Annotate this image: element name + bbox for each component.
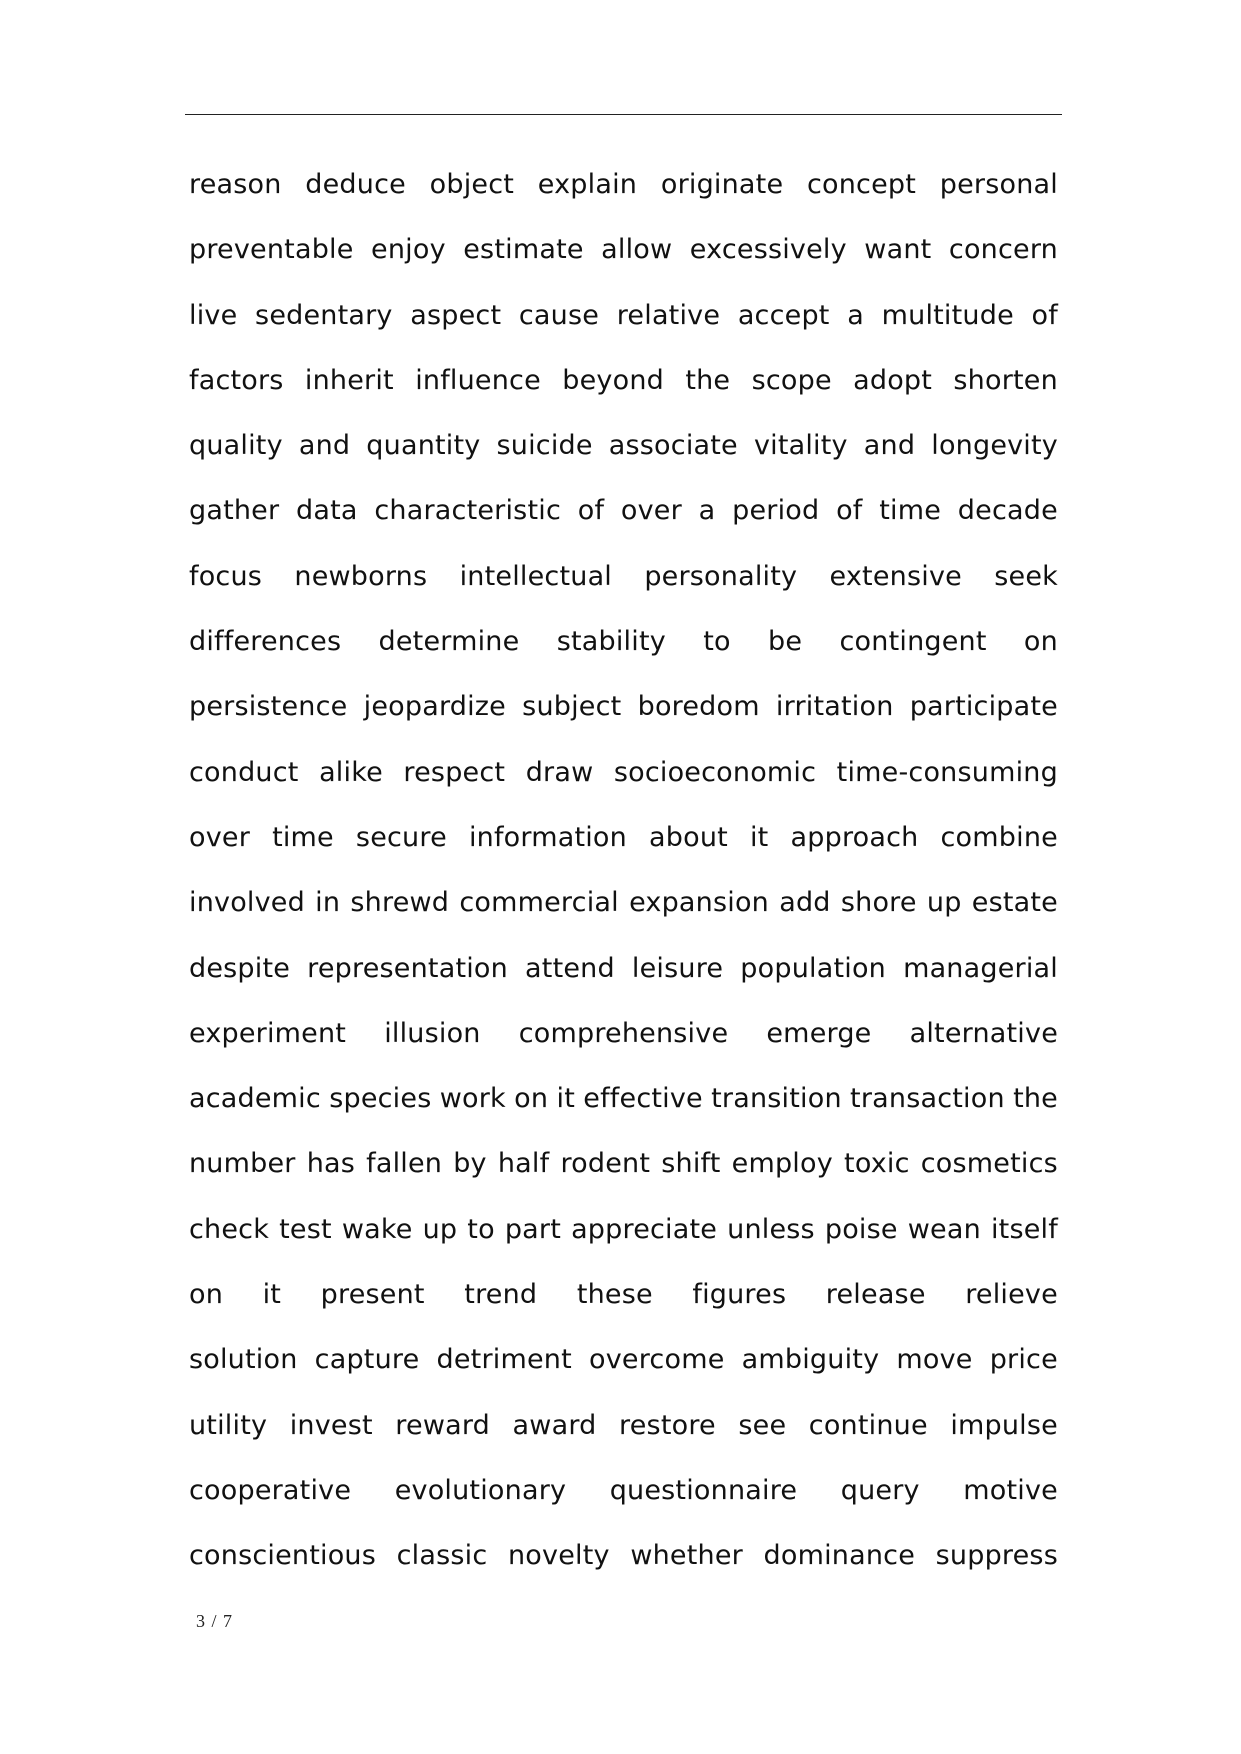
word: price bbox=[989, 1344, 1058, 1376]
word: in bbox=[315, 887, 341, 919]
word: shore bbox=[840, 887, 917, 919]
word: up bbox=[422, 1213, 458, 1245]
word: it bbox=[262, 1279, 282, 1311]
word: over bbox=[189, 821, 251, 853]
word: novelty bbox=[508, 1540, 610, 1572]
word: it bbox=[749, 821, 769, 853]
word: estate bbox=[971, 887, 1058, 919]
word: academic bbox=[189, 1083, 321, 1115]
word: live bbox=[189, 299, 238, 331]
word: figures bbox=[692, 1279, 787, 1311]
word: questionnaire bbox=[609, 1474, 798, 1506]
word: see bbox=[738, 1409, 787, 1441]
word: utility bbox=[189, 1409, 268, 1441]
word: wean bbox=[907, 1213, 981, 1245]
word: of bbox=[836, 495, 863, 527]
word: over bbox=[620, 495, 682, 527]
word: relieve bbox=[965, 1279, 1058, 1311]
word: attend bbox=[525, 952, 615, 984]
word: determine bbox=[378, 626, 520, 658]
word: subject bbox=[522, 691, 622, 723]
word: focus bbox=[189, 560, 263, 592]
word: by bbox=[453, 1148, 487, 1180]
text-line bbox=[189, 674, 1058, 739]
text-line bbox=[189, 152, 1058, 217]
word: move bbox=[896, 1344, 973, 1376]
word: allow bbox=[601, 234, 673, 266]
word: check bbox=[189, 1213, 270, 1245]
word: gather bbox=[189, 495, 280, 527]
word: deduce bbox=[305, 169, 406, 200]
text-line bbox=[189, 348, 1058, 413]
word: time bbox=[272, 821, 334, 853]
word: be bbox=[768, 626, 803, 658]
word: originate bbox=[660, 169, 784, 200]
word: contingent bbox=[839, 626, 987, 658]
word: overcome bbox=[589, 1344, 725, 1376]
text-line bbox=[189, 740, 1058, 805]
word: whether bbox=[630, 1540, 743, 1572]
word: personality bbox=[644, 560, 798, 592]
text-line bbox=[189, 1458, 1058, 1523]
word: persistence bbox=[189, 691, 348, 723]
word: explain bbox=[537, 169, 638, 200]
word: extensive bbox=[829, 560, 962, 592]
text-line bbox=[189, 1066, 1058, 1131]
word: inherit bbox=[304, 364, 394, 396]
word: relative bbox=[616, 299, 721, 331]
word: restore bbox=[619, 1409, 716, 1441]
word: aspect bbox=[410, 299, 502, 331]
word: solution bbox=[189, 1344, 298, 1376]
word: classic bbox=[396, 1540, 488, 1572]
word: secure bbox=[355, 821, 447, 853]
body-text bbox=[189, 152, 1058, 1589]
text-line bbox=[189, 936, 1058, 1001]
word: up bbox=[926, 887, 962, 919]
word: scope bbox=[751, 364, 832, 396]
word: of bbox=[1031, 299, 1058, 331]
word: accept bbox=[737, 299, 830, 331]
word: despite bbox=[189, 952, 291, 984]
text-line bbox=[189, 1393, 1058, 1458]
word: on bbox=[189, 1279, 224, 1311]
word: period bbox=[732, 495, 820, 527]
word: species bbox=[329, 1083, 432, 1115]
word: award bbox=[512, 1409, 597, 1441]
header-rule bbox=[185, 114, 1062, 115]
word: sedentary bbox=[255, 299, 393, 331]
word: multitude bbox=[881, 299, 1014, 331]
word: commercial bbox=[459, 887, 619, 919]
word: effective bbox=[583, 1083, 703, 1115]
word: to bbox=[467, 1213, 495, 1245]
word: evolutionary bbox=[394, 1474, 567, 1506]
word: suppress bbox=[935, 1540, 1058, 1572]
word: half bbox=[497, 1148, 550, 1180]
word: the bbox=[685, 364, 731, 396]
word: conscientious bbox=[189, 1540, 376, 1572]
word: expansion bbox=[629, 887, 769, 919]
word: information bbox=[468, 821, 627, 853]
word: combine bbox=[940, 821, 1058, 853]
word: ambiguity bbox=[741, 1344, 880, 1376]
word: suicide bbox=[496, 430, 593, 462]
word: decade bbox=[957, 495, 1058, 527]
text-line bbox=[189, 478, 1058, 543]
word: the bbox=[1013, 1083, 1058, 1115]
word: reason bbox=[189, 169, 282, 200]
word: comprehensive bbox=[518, 1017, 729, 1049]
word: estimate bbox=[463, 234, 584, 266]
word: on bbox=[1023, 626, 1058, 658]
word: differences bbox=[189, 626, 342, 658]
word: and bbox=[863, 430, 916, 462]
word: poise bbox=[824, 1213, 898, 1245]
word: fallen bbox=[366, 1148, 443, 1180]
word: work bbox=[439, 1083, 506, 1115]
word: approach bbox=[790, 821, 919, 853]
word: itself bbox=[990, 1213, 1058, 1245]
word: population bbox=[740, 952, 886, 984]
word: a bbox=[847, 299, 864, 331]
word: jeopardize bbox=[363, 691, 506, 723]
word: longevity bbox=[931, 430, 1058, 462]
word: characteristic bbox=[374, 495, 561, 527]
word: stability bbox=[556, 626, 666, 658]
word: quality bbox=[189, 430, 283, 462]
word: cosmetics bbox=[920, 1148, 1058, 1180]
word: cause bbox=[518, 299, 600, 331]
word: managerial bbox=[903, 952, 1058, 984]
word: quantity bbox=[366, 430, 481, 462]
word: involved bbox=[189, 887, 305, 919]
word: emerge bbox=[766, 1017, 872, 1049]
word: capture bbox=[314, 1344, 420, 1376]
word: impulse bbox=[950, 1409, 1058, 1441]
word: trend bbox=[464, 1279, 538, 1311]
word: irritation bbox=[775, 691, 894, 723]
word: concept bbox=[806, 169, 917, 200]
word: part bbox=[504, 1213, 562, 1245]
text-line bbox=[189, 413, 1058, 478]
word: excessively bbox=[689, 234, 847, 266]
word: a bbox=[698, 495, 716, 527]
word: adopt bbox=[853, 364, 933, 396]
word: experiment bbox=[189, 1017, 347, 1049]
word: continue bbox=[808, 1409, 928, 1441]
text-line bbox=[189, 217, 1058, 282]
word: wake bbox=[341, 1213, 413, 1245]
word: boredom bbox=[637, 691, 760, 723]
text-line bbox=[189, 1001, 1058, 1066]
text-line bbox=[189, 609, 1058, 674]
word: concern bbox=[948, 234, 1058, 266]
text-line bbox=[189, 1327, 1058, 1392]
text-line bbox=[189, 1262, 1058, 1327]
word: object bbox=[429, 169, 515, 200]
word: seek bbox=[994, 560, 1058, 592]
text-line bbox=[189, 283, 1058, 348]
word: factors bbox=[189, 364, 284, 396]
word: motive bbox=[963, 1474, 1058, 1506]
word: preventable bbox=[189, 234, 354, 266]
word: add bbox=[779, 887, 831, 919]
word: illusion bbox=[384, 1017, 481, 1049]
word: shrewd bbox=[350, 887, 450, 919]
word: data bbox=[296, 495, 358, 527]
word: present bbox=[320, 1279, 425, 1311]
text-line bbox=[189, 870, 1058, 935]
word: draw bbox=[525, 756, 594, 788]
page-number: 3 / 7 bbox=[196, 1611, 234, 1631]
word: alternative bbox=[909, 1017, 1058, 1049]
word: conduct bbox=[189, 756, 299, 788]
word: these bbox=[576, 1279, 653, 1311]
text-line bbox=[189, 805, 1058, 870]
word: newborns bbox=[294, 560, 428, 592]
word: number bbox=[189, 1148, 296, 1180]
word: reward bbox=[395, 1409, 491, 1441]
word: transition bbox=[711, 1083, 842, 1115]
text-line bbox=[189, 544, 1058, 609]
word: personal bbox=[939, 169, 1058, 200]
word: enjoy bbox=[371, 234, 446, 266]
text-line bbox=[189, 1131, 1058, 1196]
word: unless bbox=[727, 1213, 815, 1245]
word: vitality bbox=[753, 430, 848, 462]
word: release bbox=[825, 1279, 926, 1311]
word: shift bbox=[661, 1148, 721, 1180]
word: appreciate bbox=[571, 1213, 718, 1245]
word: about bbox=[649, 821, 728, 853]
word: it bbox=[556, 1083, 575, 1115]
text-line bbox=[189, 1197, 1058, 1262]
word: invest bbox=[289, 1409, 373, 1441]
word: and bbox=[298, 430, 351, 462]
word: to bbox=[703, 626, 731, 658]
word: socioeconomic bbox=[613, 756, 817, 788]
word: respect bbox=[403, 756, 506, 788]
word: intellectual bbox=[459, 560, 613, 592]
word: beyond bbox=[562, 364, 664, 396]
word: transaction bbox=[850, 1083, 1005, 1115]
word: of bbox=[577, 495, 605, 527]
word: test bbox=[279, 1213, 332, 1245]
word: cooperative bbox=[189, 1474, 352, 1506]
word: leisure bbox=[631, 952, 724, 984]
word: alike bbox=[319, 756, 383, 788]
word: on bbox=[514, 1083, 549, 1115]
word: rodent bbox=[560, 1148, 651, 1180]
word: representation bbox=[307, 952, 508, 984]
word: time bbox=[879, 495, 942, 527]
word: query bbox=[840, 1474, 920, 1506]
word: shorten bbox=[953, 364, 1058, 396]
word: time-consuming bbox=[836, 756, 1058, 788]
word: want bbox=[864, 234, 932, 266]
word: associate bbox=[608, 430, 738, 462]
word: employ bbox=[731, 1148, 833, 1180]
word: toxic bbox=[844, 1148, 910, 1180]
word: dominance bbox=[763, 1540, 916, 1572]
text-line bbox=[189, 1523, 1058, 1588]
word: participate bbox=[909, 691, 1058, 723]
word: influence bbox=[415, 364, 541, 396]
word: has bbox=[306, 1148, 356, 1180]
word: detriment bbox=[436, 1344, 572, 1376]
